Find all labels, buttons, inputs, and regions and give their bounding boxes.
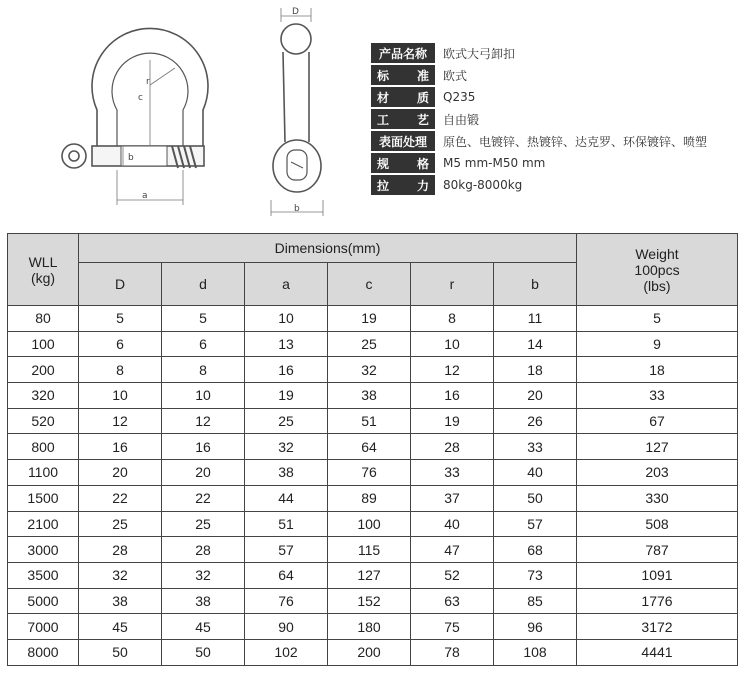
table-cell: 11 — [494, 306, 577, 332]
spec-value: 自由锻 — [443, 112, 480, 127]
table-row — [8, 614, 738, 640]
table-cell: 22 — [79, 485, 162, 511]
table-cell: 127 — [577, 434, 738, 460]
table-cell: 89 — [328, 485, 411, 511]
table-cell: 44 — [245, 485, 328, 511]
spec-label: 产品名称 — [371, 43, 435, 63]
table-cell: 28 — [162, 537, 245, 563]
spec-value: Q235 — [443, 90, 476, 104]
table-cell: 57 — [245, 537, 328, 563]
table-row — [8, 306, 738, 332]
table-cell: 5 — [79, 306, 162, 332]
table-cell: 12 — [411, 357, 494, 383]
table-cell: 45 — [79, 614, 162, 640]
table-cell: 115 — [328, 537, 411, 563]
table-cell: 19 — [245, 383, 328, 409]
spec-label: 拉 力 — [371, 175, 435, 195]
table-cell: 32 — [245, 434, 328, 460]
table-row — [8, 331, 738, 357]
table-cell: 47 — [411, 537, 494, 563]
header-dimensions: Dimensions(mm) — [79, 234, 577, 263]
side-label-b: b — [294, 204, 300, 214]
shackle-side-view — [271, 8, 323, 216]
table-cell: 10 — [245, 306, 328, 332]
spec-value: 欧式 — [443, 68, 468, 83]
table-cell: 108 — [494, 639, 577, 665]
table-row — [8, 434, 738, 460]
table-cell: 4441 — [577, 639, 738, 665]
table-cell: 16 — [245, 357, 328, 383]
table-cell: 32 — [162, 562, 245, 588]
spec-label: 材 质 — [371, 87, 435, 107]
table-cell: 20 — [162, 460, 245, 486]
table-cell: 19 — [411, 408, 494, 434]
table-cell: 16 — [162, 434, 245, 460]
header-wll: WLL (kg) — [8, 234, 79, 306]
table-cell: 3500 — [8, 562, 79, 588]
table-cell: 33 — [411, 460, 494, 486]
dimensions-table — [7, 233, 738, 666]
table-row — [8, 357, 738, 383]
table-cell: 6 — [162, 331, 245, 357]
table-cell: 1776 — [577, 588, 738, 614]
table-cell: 25 — [79, 511, 162, 537]
table-cell: 16 — [79, 434, 162, 460]
table-cell: 40 — [411, 511, 494, 537]
table-cell: 32 — [79, 562, 162, 588]
table-cell: 127 — [328, 562, 411, 588]
table-row — [8, 588, 738, 614]
table-cell: 64 — [328, 434, 411, 460]
table-cell: 100 — [328, 511, 411, 537]
table-cell: 26 — [494, 408, 577, 434]
side-label-D: D — [292, 7, 299, 17]
table-cell: 25 — [328, 331, 411, 357]
table-cell: 51 — [328, 408, 411, 434]
table-row — [8, 408, 738, 434]
table-cell: 100 — [8, 331, 79, 357]
table-cell: 12 — [162, 408, 245, 434]
table-cell: 18 — [494, 357, 577, 383]
table-cell: 800 — [8, 434, 79, 460]
table-cell: 203 — [577, 460, 738, 486]
spec-label: 表面处理 — [371, 131, 435, 151]
table-cell: 85 — [494, 588, 577, 614]
table-cell: 200 — [8, 357, 79, 383]
spec-panel — [371, 42, 707, 196]
table-cell: 33 — [494, 434, 577, 460]
header-col-b: b — [494, 263, 577, 306]
table-cell: 12 — [79, 408, 162, 434]
spec-row — [371, 64, 707, 86]
table-cell: 76 — [328, 460, 411, 486]
table-cell: 508 — [577, 511, 738, 537]
shackle-front-view — [62, 28, 208, 205]
table-cell: 8 — [79, 357, 162, 383]
table-cell: 787 — [577, 537, 738, 563]
table-cell: 6 — [79, 331, 162, 357]
table-cell: 25 — [162, 511, 245, 537]
table-cell: 1100 — [8, 460, 79, 486]
table-cell: 50 — [162, 639, 245, 665]
spec-row — [371, 108, 707, 130]
front-label-a: a — [142, 191, 148, 201]
table-cell: 78 — [411, 639, 494, 665]
table-cell: 3172 — [577, 614, 738, 640]
table-row — [8, 639, 738, 665]
spec-value: 80kg-8000kg — [443, 178, 523, 192]
table-cell: 2100 — [8, 511, 79, 537]
table-cell: 19 — [328, 306, 411, 332]
table-cell: 45 — [162, 614, 245, 640]
spec-label: 规 格 — [371, 153, 435, 173]
table-cell: 8 — [411, 306, 494, 332]
spec-row — [371, 42, 707, 64]
table-cell: 10 — [411, 331, 494, 357]
table-row — [8, 460, 738, 486]
table-cell: 76 — [245, 588, 328, 614]
table-cell: 38 — [328, 383, 411, 409]
table-row — [8, 562, 738, 588]
table-cell: 22 — [162, 485, 245, 511]
table-cell: 152 — [328, 588, 411, 614]
table-cell: 10 — [79, 383, 162, 409]
table-cell: 80 — [8, 306, 79, 332]
spec-row — [371, 152, 707, 174]
table-cell: 96 — [494, 614, 577, 640]
table-cell: 67 — [577, 408, 738, 434]
table-cell: 52 — [411, 562, 494, 588]
spec-row — [371, 174, 707, 196]
header-col-D: D — [79, 263, 162, 306]
table-cell: 520 — [8, 408, 79, 434]
table-cell: 37 — [411, 485, 494, 511]
table-cell: 38 — [245, 460, 328, 486]
table-cell: 5000 — [8, 588, 79, 614]
table-cell: 13 — [245, 331, 328, 357]
table-cell: 68 — [494, 537, 577, 563]
header-col-c: c — [328, 263, 411, 306]
table-cell: 9 — [577, 331, 738, 357]
table-cell: 33 — [577, 383, 738, 409]
spec-value: 原色、电镀锌、热镀锌、达克罗、环保镀锌、喷塑 — [443, 134, 708, 149]
table-cell: 330 — [577, 485, 738, 511]
table-cell: 1091 — [577, 562, 738, 588]
table-cell: 20 — [79, 460, 162, 486]
table-cell: 180 — [328, 614, 411, 640]
table-cell: 18 — [577, 357, 738, 383]
table-cell: 38 — [79, 588, 162, 614]
table-cell: 50 — [494, 485, 577, 511]
header-weight: Weight 100pcs (lbs) — [577, 234, 738, 306]
table-row — [8, 485, 738, 511]
table-cell: 28 — [79, 537, 162, 563]
header-col-d: d — [162, 263, 245, 306]
spec-value: 欧式大弓卸扣 — [443, 46, 516, 61]
spec-value: M5 mm-M50 mm — [443, 156, 546, 170]
table-cell: 40 — [494, 460, 577, 486]
table-cell: 90 — [245, 614, 328, 640]
table-cell: 8 — [162, 357, 245, 383]
table-cell: 16 — [411, 383, 494, 409]
table-cell: 63 — [411, 588, 494, 614]
table-cell: 73 — [494, 562, 577, 588]
table-cell: 5 — [577, 306, 738, 332]
table-cell: 5 — [162, 306, 245, 332]
table-cell: 50 — [79, 639, 162, 665]
spec-label: 标 准 — [371, 65, 435, 85]
spec-label: 工 艺 — [371, 109, 435, 129]
table-cell: 75 — [411, 614, 494, 640]
table-cell: 3000 — [8, 537, 79, 563]
table-row — [8, 383, 738, 409]
table-cell: 200 — [328, 639, 411, 665]
table-cell: 38 — [162, 588, 245, 614]
table-row — [8, 511, 738, 537]
spec-row — [371, 86, 707, 108]
front-label-c: c — [138, 93, 143, 103]
table-cell: 14 — [494, 331, 577, 357]
table-cell: 8000 — [8, 639, 79, 665]
dimensions-table-wrap — [7, 233, 738, 666]
table-cell: 57 — [494, 511, 577, 537]
front-label-b: b — [128, 153, 134, 163]
table-cell: 51 — [245, 511, 328, 537]
front-label-r: r — [146, 77, 150, 87]
table-cell: 28 — [411, 434, 494, 460]
table-cell: 32 — [328, 357, 411, 383]
table-cell: 64 — [245, 562, 328, 588]
table-cell: 10 — [162, 383, 245, 409]
table-row — [8, 537, 738, 563]
table-cell: 7000 — [8, 614, 79, 640]
table-cell: 20 — [494, 383, 577, 409]
table-cell: 102 — [245, 639, 328, 665]
header-col-a: a — [245, 263, 328, 306]
table-cell: 25 — [245, 408, 328, 434]
header-col-r: r — [411, 263, 494, 306]
spec-row — [371, 130, 707, 152]
table-cell: 320 — [8, 383, 79, 409]
table-cell: 1500 — [8, 485, 79, 511]
